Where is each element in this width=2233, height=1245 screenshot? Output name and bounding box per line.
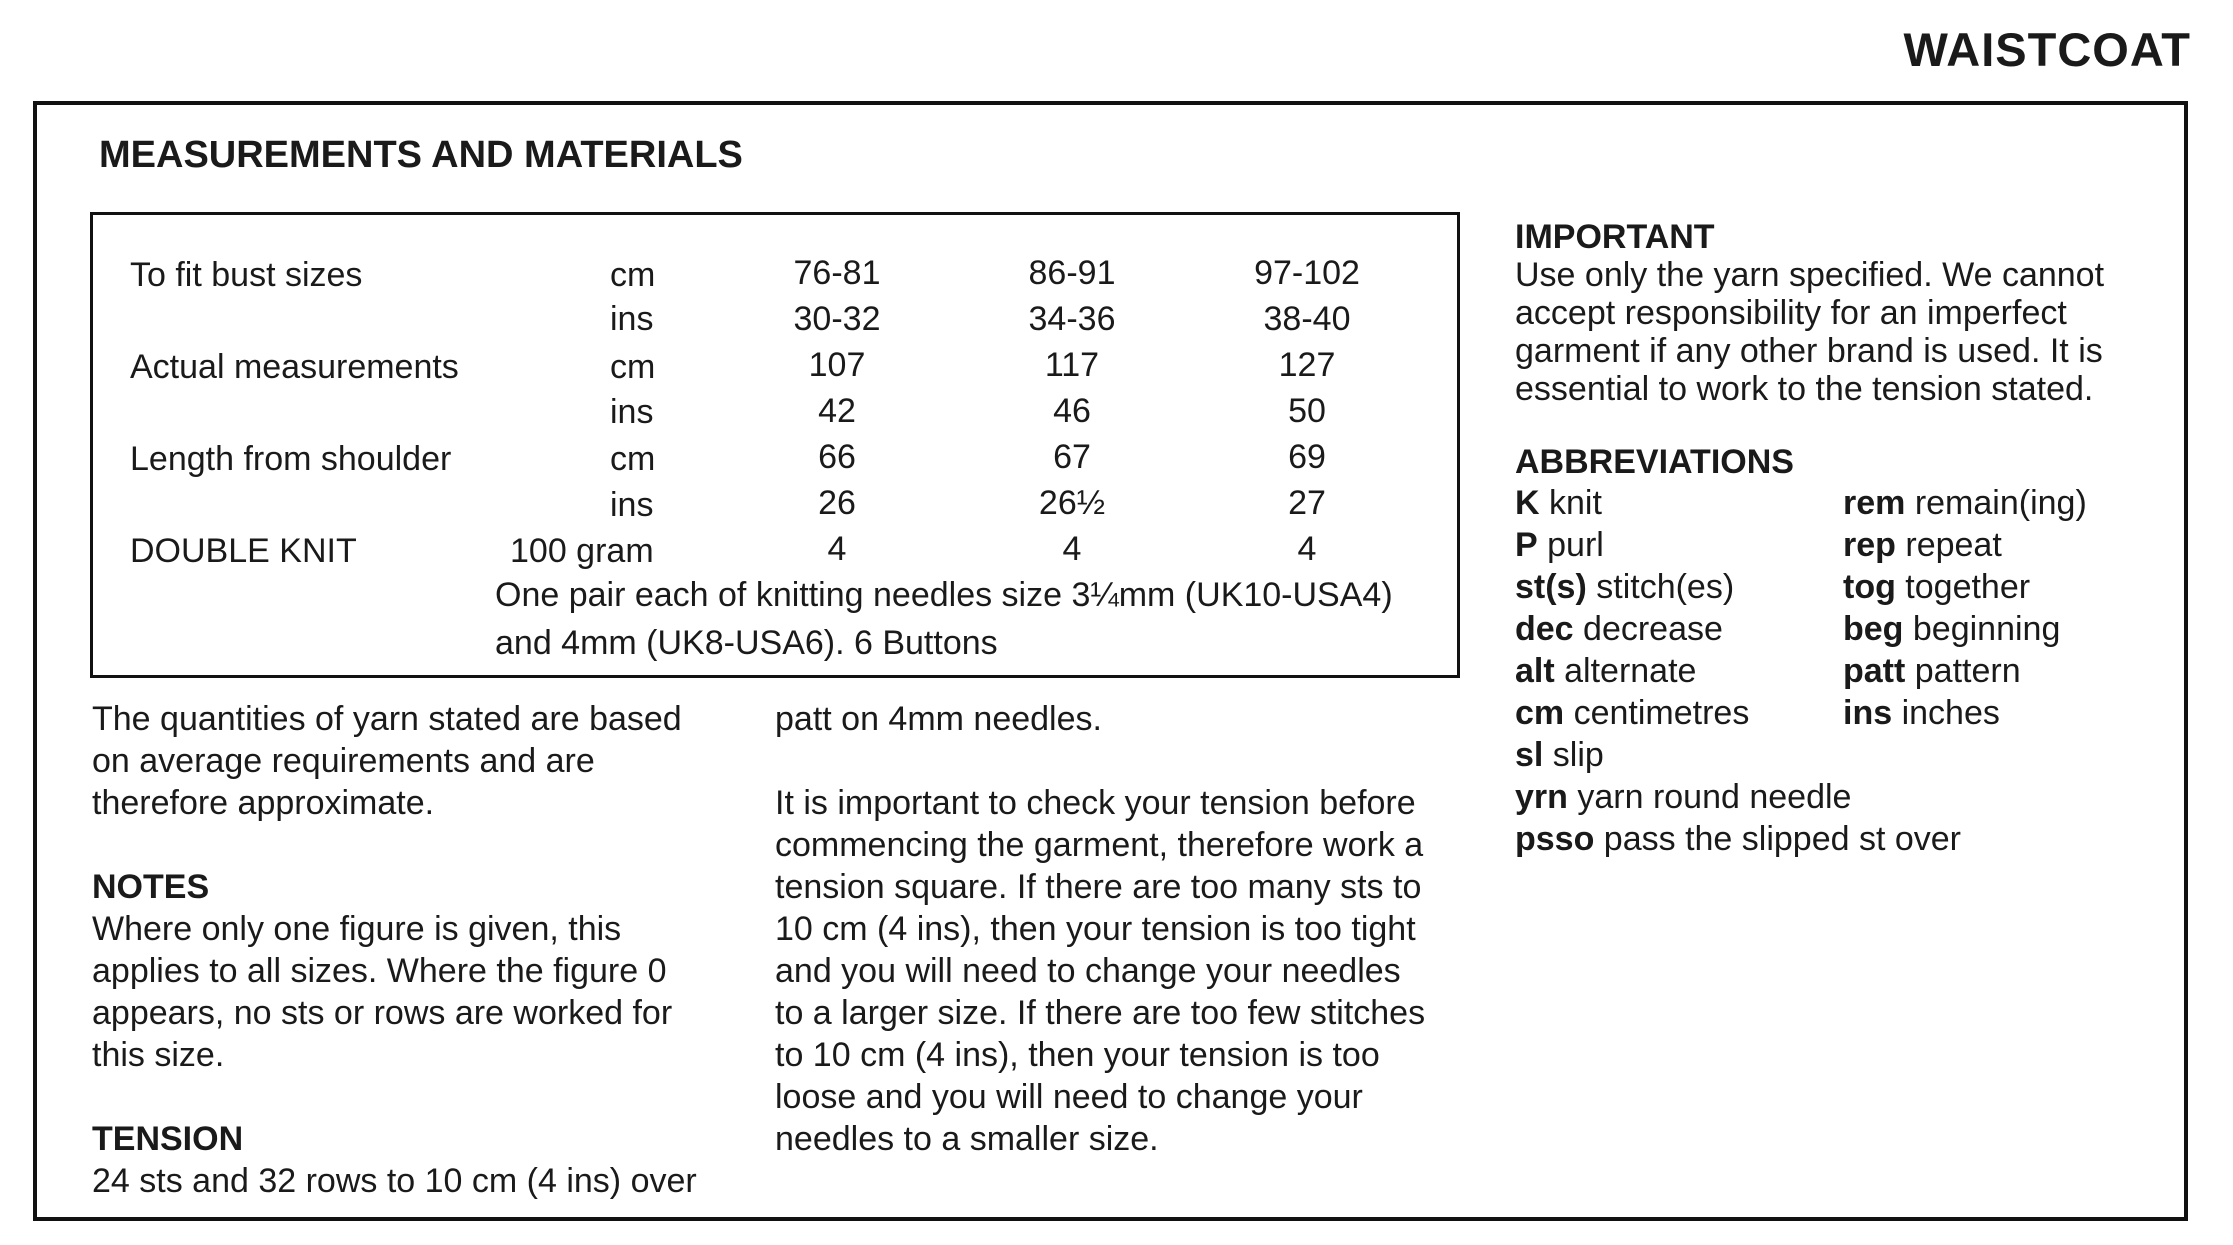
abbreviation-text: slip <box>1543 736 1604 774</box>
row-unit: cm <box>610 256 656 294</box>
cell-size-3: 50 <box>1288 392 1326 430</box>
abbreviation-item <box>1843 650 2087 692</box>
abbreviation-text: yarn round needle <box>1567 778 1852 816</box>
important-line: accept responsibility for an imperfect <box>1515 294 2067 332</box>
quantities-line: therefore approximate. <box>92 784 435 822</box>
abbreviation-item <box>1515 776 1961 818</box>
check-tension-line: 10 cm (4 ins), then your tension is too tight <box>775 910 1416 948</box>
cell-size-2: 46 <box>1053 392 1091 430</box>
row-label: Length from shoulder <box>130 440 452 478</box>
row-label: Actual measurements <box>130 348 459 386</box>
check-tension-line: loose and you will need to change your <box>775 1078 1363 1116</box>
important-line: Use only the yarn specified. We cannot <box>1515 256 2105 294</box>
abbreviation-text: stitch(es) <box>1586 568 1735 606</box>
row-unit: 100 gram <box>510 532 654 570</box>
cell-size-3: 27 <box>1288 484 1326 522</box>
abbreviation-text: alternate <box>1554 652 1697 690</box>
check-tension-line: tension square. If there are too many sts to <box>775 868 1422 906</box>
notes-line: appears, no sts or rows are worked for <box>92 994 673 1032</box>
check-tension-line: commencing the garment, therefore work a <box>775 826 1424 864</box>
abbreviation-text: together <box>1895 568 2031 606</box>
quantities-line: on average requirements and are <box>92 742 595 780</box>
cell-size-1: 107 <box>808 346 866 384</box>
abbreviation-text: remain(ing) <box>1905 484 2087 522</box>
abbreviation-key: P <box>1515 526 1538 564</box>
tension-line: 24 sts and 32 rows to 10 cm (4 ins) over <box>92 1162 697 1200</box>
cell-size-1: 42 <box>818 392 856 430</box>
abbreviation-text: repeat <box>1895 526 2002 564</box>
cell-size-3: 4 <box>1297 530 1317 568</box>
important-line: essential to work to the tension stated. <box>1515 370 2094 408</box>
abbreviations-heading: ABBREVIATIONS <box>1515 443 1794 481</box>
abbreviation-text: beginning <box>1903 610 2061 648</box>
abbreviation-item <box>1843 482 2087 524</box>
abbreviation-item <box>1843 566 2087 608</box>
notes-heading: NOTES <box>92 868 210 906</box>
important-line: garment if any other brand is used. It is <box>1515 332 2103 370</box>
abbreviations-right <box>1843 482 2087 734</box>
abbreviation-key: yrn <box>1515 778 1568 816</box>
check-tension-line: and you will need to change your needles <box>775 952 1401 990</box>
abbreviation-key: patt <box>1843 652 1906 690</box>
abbreviation-key: cm <box>1515 694 1565 732</box>
check-tension-line: needles to a smaller size. <box>775 1120 1159 1158</box>
cell-size-3: 97-102 <box>1254 254 1360 292</box>
needles-line: One pair each of knitting needles size 3¼mm (UK10-USA4) <box>495 576 1393 614</box>
abbreviation-key: K <box>1515 484 1540 522</box>
abbreviation-text: pattern <box>1905 652 2021 690</box>
needles-line: and 4mm (UK8-USA6). 6 Buttons <box>495 624 998 662</box>
cell-size-3: 69 <box>1288 438 1326 476</box>
abbreviation-item <box>1843 524 2087 566</box>
cell-size-3: 127 <box>1278 346 1336 384</box>
cell-size-1: 76-81 <box>793 254 881 292</box>
left-column <box>92 698 772 1202</box>
abbreviation-key: ins <box>1843 694 1893 732</box>
abbreviation-text: decrease <box>1573 610 1723 648</box>
section-title: MEASUREMENTS AND MATERIALS <box>99 134 743 176</box>
abbreviation-key: dec <box>1515 610 1574 648</box>
quantities-line: The quantities of yarn stated are based <box>92 700 682 738</box>
abbreviation-item <box>1843 692 2087 734</box>
row-unit: ins <box>610 486 654 524</box>
notes-line: Where only one figure is given, this <box>92 910 622 948</box>
abbreviation-key: psso <box>1515 820 1595 858</box>
row-unit: cm <box>610 348 656 386</box>
abbreviation-key: beg <box>1843 610 1904 648</box>
notes-line: applies to all sizes. Where the figure 0 <box>92 952 667 990</box>
tension-heading: TENSION <box>92 1120 244 1158</box>
row-unit: ins <box>610 300 654 338</box>
abbreviation-key: sl <box>1515 736 1544 774</box>
row-label: To fit bust sizes <box>130 256 363 294</box>
abbreviation-key: alt <box>1515 652 1555 690</box>
cell-size-1: 4 <box>827 530 847 568</box>
tension-cont-line: patt on 4mm needles. <box>775 700 1102 738</box>
abbreviation-item <box>1843 608 2087 650</box>
important-block <box>1515 218 2104 408</box>
cell-size-2: 86-91 <box>1028 254 1116 292</box>
abbreviation-text: purl <box>1537 526 1604 564</box>
page-title: WAISTCOAT <box>1903 23 2191 76</box>
check-tension-line: to 10 cm (4 ins), then your tension is too <box>775 1036 1380 1074</box>
abbreviation-text: pass the slipped st over <box>1594 820 1962 858</box>
abbreviation-item <box>1515 818 1961 860</box>
cell-size-3: 38-40 <box>1263 300 1351 338</box>
cell-size-2: 117 <box>1044 346 1100 384</box>
cell-size-2: 4 <box>1062 530 1082 568</box>
abbreviation-text: knit <box>1539 484 1602 522</box>
abbreviation-text: inches <box>1892 694 2000 732</box>
notes-line: this size. <box>92 1036 225 1074</box>
abbreviation-key: tog <box>1843 568 1896 606</box>
check-tension-line: to a larger size. If there are too few stitches <box>775 994 1426 1032</box>
abbreviation-key: rep <box>1843 526 1896 564</box>
row-label: DOUBLE KNIT <box>130 532 357 570</box>
important-heading: IMPORTANT <box>1515 218 1715 256</box>
cell-size-2: 67 <box>1053 438 1091 476</box>
cell-size-1: 30-32 <box>793 300 881 338</box>
cell-size-2: 26½ <box>1038 484 1106 522</box>
middle-column <box>775 698 1465 1160</box>
row-unit: ins <box>610 393 654 431</box>
cell-size-1: 66 <box>818 438 856 476</box>
abbreviation-text: centimetres <box>1564 694 1750 732</box>
abbreviation-item <box>1515 734 1961 776</box>
abbreviation-key: rem <box>1843 484 1906 522</box>
cell-size-2: 34-36 <box>1028 300 1116 338</box>
cell-size-1: 26 <box>818 484 856 522</box>
row-unit: cm <box>610 440 656 478</box>
abbreviation-key: st(s) <box>1515 568 1587 606</box>
check-tension-line: It is important to check your tension before <box>775 784 1416 822</box>
